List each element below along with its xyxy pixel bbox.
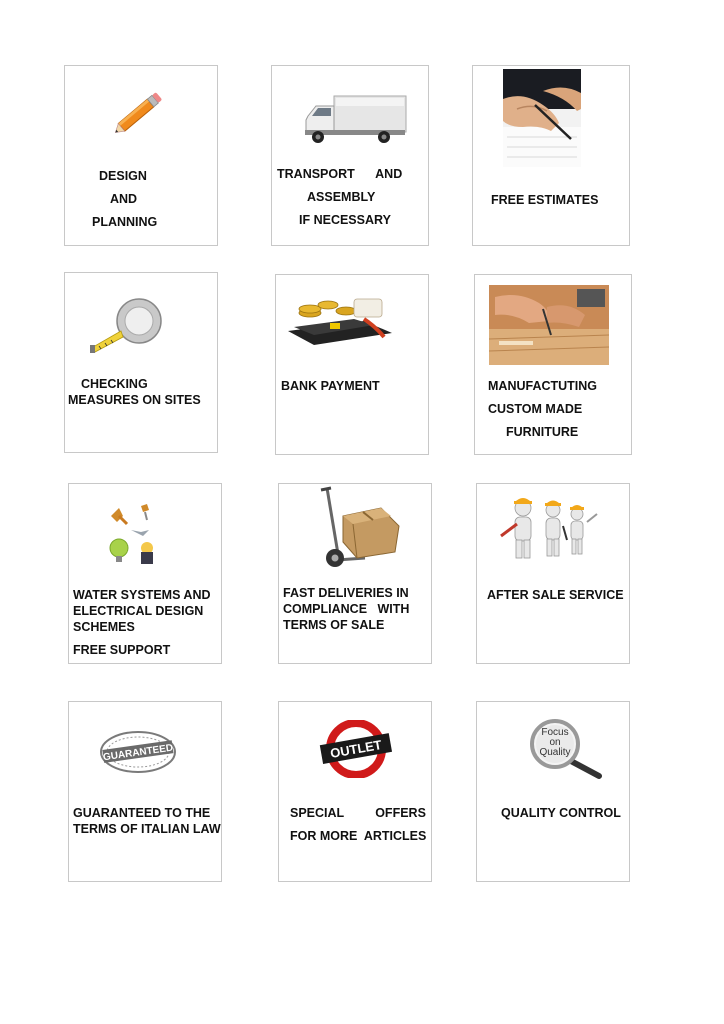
deliveries-line-2: COMPLIANCE WITH — [283, 602, 410, 616]
offers-line-2: FOR MORE ARTICLES — [290, 829, 427, 843]
water-line-3: SCHEMES — [73, 620, 135, 634]
guarantee-line-1: GUARANTEED TO THE — [73, 806, 211, 820]
service-card-deliveries — [278, 483, 432, 664]
service-card-transport — [271, 65, 429, 246]
magnifier-icon — [527, 718, 605, 780]
service-card-quality — [476, 701, 630, 882]
outlet-sign-icon — [319, 720, 393, 778]
hand-truck-icon — [319, 486, 403, 570]
quality-label: QUALITY CONTROL — [501, 806, 621, 820]
service-card-measures — [64, 272, 218, 453]
transport-line-3: IF NECESSARY — [299, 213, 391, 227]
measures-line-1: CHECKING — [81, 377, 148, 391]
water-line-2: ELECTRICAL DESIGN — [73, 604, 204, 618]
outlet-text: OUTLET — [329, 737, 383, 761]
deliveries-line-1: FAST DELIVERIES IN — [283, 586, 409, 600]
carpentry-photo — [489, 285, 609, 365]
guarantee-stamp-icon — [99, 730, 177, 774]
aftersale-label: AFTER SALE SERVICE — [487, 588, 624, 602]
stamp-text: GUARANTEED — [102, 742, 174, 764]
water-line-1: WATER SYSTEMS AND — [73, 588, 211, 602]
service-card-aftersale — [476, 483, 630, 664]
service-card-offers — [278, 701, 432, 882]
pencil-icon — [109, 86, 169, 141]
money-cards-icon — [284, 293, 394, 345]
utilities-icon — [107, 502, 159, 566]
service-card-water — [68, 483, 222, 664]
manufacturing-line-1: MANUFACTUTING — [488, 379, 598, 393]
tape-measure-icon — [89, 291, 169, 355]
service-card-estimates — [472, 65, 630, 246]
manufacturing-line-3: FURNITURE — [506, 425, 579, 439]
design-line-3: PLANNING — [92, 215, 158, 229]
measures-line-2: MEASURES ON SITES — [68, 393, 201, 407]
design-line-1: DESIGN — [99, 169, 147, 183]
guarantee-line-2: TERMS OF ITALIAN LAW — [73, 822, 221, 836]
service-card-design — [64, 65, 218, 246]
estimates-label: FREE ESTIMATES — [491, 193, 599, 207]
service-card-guarantee — [68, 701, 222, 882]
handwriting-photo — [503, 69, 581, 167]
lens-word-3: Quality — [539, 747, 571, 758]
lens-word-2: on — [549, 737, 561, 748]
service-card-manufacturing — [474, 274, 632, 455]
offers-line-1: SPECIAL OFFERS — [290, 806, 426, 820]
transport-line-1: TRANSPORT AND — [277, 167, 403, 181]
transport-line-2: ASSEMBLY — [307, 190, 376, 204]
manufacturing-line-2: CUSTOM MADE — [488, 402, 583, 416]
lens-word-1: Focus — [541, 727, 569, 738]
service-card-payment — [275, 274, 429, 455]
payment-label: BANK PAYMENT — [281, 379, 380, 393]
deliveries-line-3: TERMS OF SALE — [283, 618, 385, 632]
workers-icon — [497, 492, 601, 560]
design-line-2: AND — [110, 192, 138, 206]
water-line-4: FREE SUPPORT — [73, 643, 171, 657]
truck-icon — [304, 94, 408, 146]
